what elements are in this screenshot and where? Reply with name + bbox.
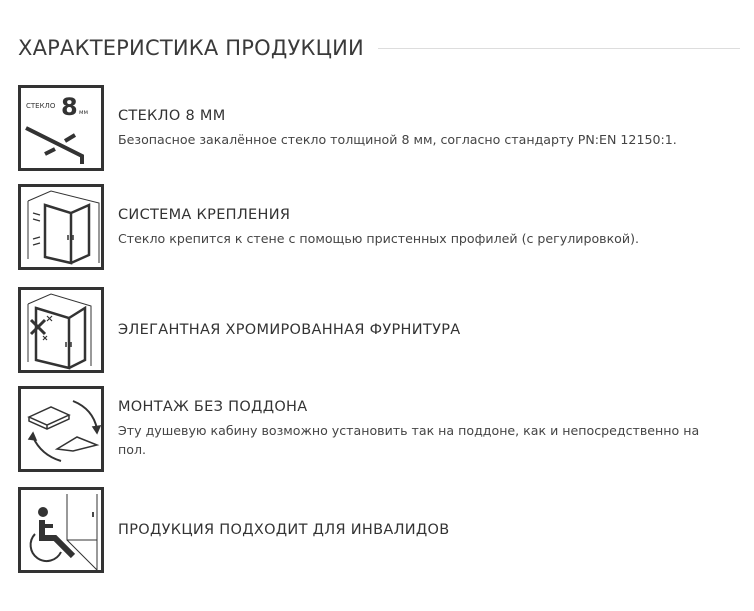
icon-glass-label: СТЕКЛО bbox=[26, 102, 56, 110]
feature-glass bbox=[18, 85, 748, 171]
chrome-fittings-icon bbox=[18, 287, 104, 373]
feature-description: Безопасное закалённое стекло толщиной 8 мм, согласно стандарту PN:EN 12150:1. bbox=[118, 131, 677, 147]
feature-title: МОНТАЖ БЕЗ ПОДДОНА bbox=[118, 399, 308, 415]
feature-title: СИСТЕМА КРЕПЛЕНИЯ bbox=[118, 206, 291, 223]
feature-title: СТЕКЛО 8 ММ bbox=[118, 107, 226, 124]
no-tray-mounting-icon bbox=[18, 386, 104, 472]
feature-accessible bbox=[18, 487, 748, 573]
feature-title: ПРОДУКЦИЯ ПОДХОДИТ ДЛЯ ИНВАЛИДОВ bbox=[118, 522, 450, 538]
feature-chrome bbox=[18, 287, 748, 373]
wheelchair-icon bbox=[18, 487, 104, 573]
icon-glass-number: 8 bbox=[61, 93, 78, 121]
feature-mounting bbox=[18, 184, 748, 270]
feature-description: Стекло крепится к стене с помощью пристенных профилей (с регулировкой). bbox=[118, 230, 639, 246]
page-title: ХАРАКТЕРИСТИКА ПРОДУКЦИИ bbox=[18, 36, 364, 60]
feature-no-tray bbox=[18, 386, 748, 472]
feature-description: Эту душевую кабину возможно установить так на поддоне, как и непосредственно на пол. bbox=[118, 423, 700, 457]
glass-thickness-icon bbox=[18, 85, 104, 171]
header-divider bbox=[378, 48, 740, 49]
feature-title: ЭЛЕГАНТНАЯ ХРОМИРОВАННАЯ ФУРНИТУРА bbox=[118, 322, 461, 338]
section-header bbox=[18, 36, 740, 60]
wall-mounting-icon bbox=[18, 184, 104, 270]
icon-glass-unit: мм bbox=[79, 109, 89, 116]
